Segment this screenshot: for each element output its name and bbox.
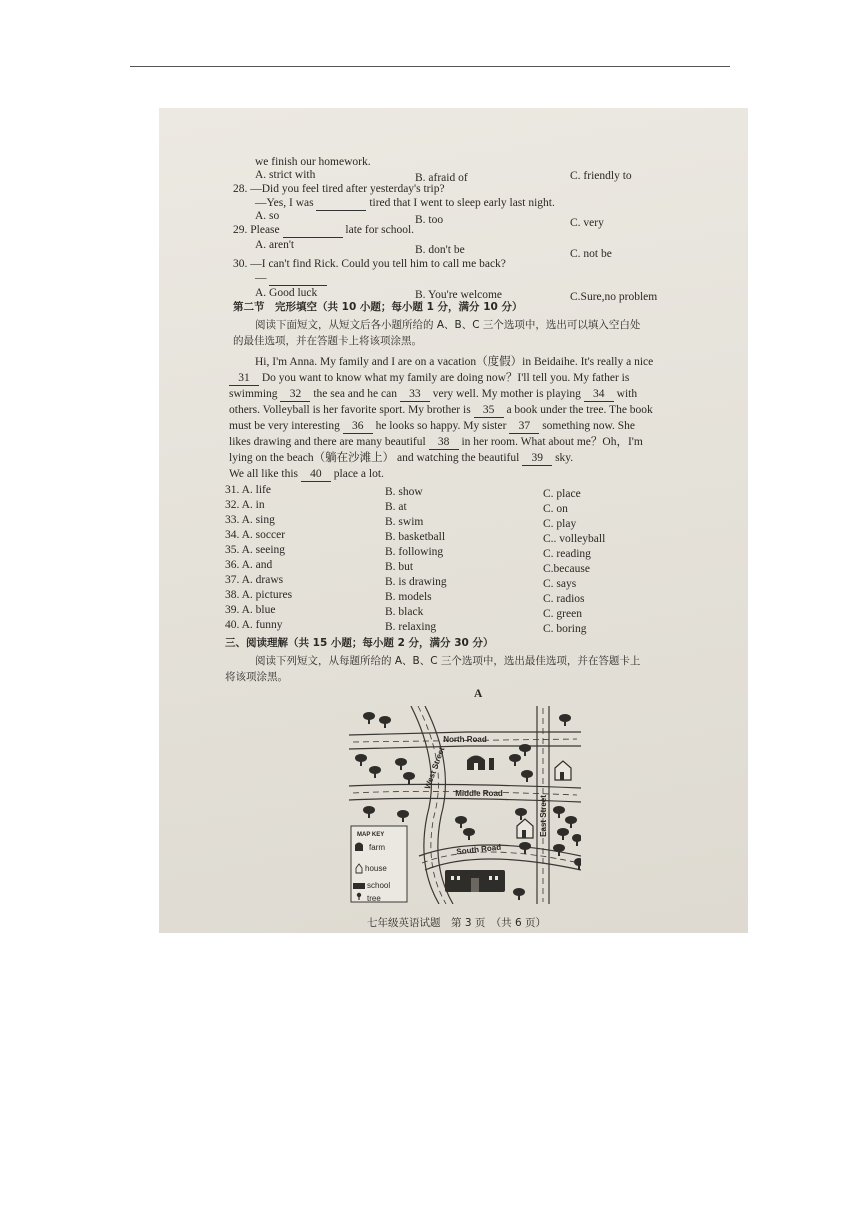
blank-40: 40 bbox=[301, 468, 331, 482]
passage-line-8-b: place a lot. bbox=[333, 468, 384, 480]
tree-icon bbox=[519, 744, 531, 756]
tree-icon bbox=[403, 772, 415, 784]
blank-36: 36 bbox=[343, 420, 373, 434]
passage-line-2-text: Do you want to know what my family are doing now？I'll tell you. My father is bbox=[261, 372, 630, 384]
blank-32: 32 bbox=[280, 388, 310, 402]
option-39-b: B. black bbox=[385, 606, 424, 618]
q29-stem-end: late for school. bbox=[345, 224, 415, 236]
passage-line-8-a: We all like this bbox=[229, 468, 299, 480]
q28-reply-end: tired that I went to sleep early last night. bbox=[369, 197, 555, 209]
option-36-b: B. but bbox=[385, 561, 414, 573]
passage-line-7-b: sky. bbox=[555, 452, 574, 464]
passage-line-4-b: a book under the tree. The book bbox=[506, 404, 653, 416]
map-key-school: school bbox=[367, 881, 391, 890]
passage-line-4-a: others. Volleyball is her favorite sport. My brother is bbox=[229, 404, 471, 416]
option-32-c: C. on bbox=[543, 503, 568, 515]
passage-line-5-b: he looks so happy. My sister bbox=[375, 420, 507, 432]
passage-line-7 bbox=[229, 452, 573, 466]
q30-option-c: C.Sure,no problem bbox=[570, 291, 658, 303]
blank-31: 31 bbox=[229, 372, 259, 386]
tree-icon bbox=[572, 834, 581, 846]
option-33-a: 33. A. sing bbox=[225, 514, 275, 526]
q30-option-b: B. You're welcome bbox=[415, 289, 503, 301]
passage-line-5-c: something now. She bbox=[542, 420, 636, 432]
east-street-label: East Street bbox=[539, 795, 548, 837]
q27-tail: we finish our homework. bbox=[255, 156, 371, 168]
q27-option-c: C. friendly to bbox=[570, 170, 632, 182]
option-40-b: B. relaxing bbox=[385, 621, 437, 633]
option-33-b: B. swim bbox=[385, 516, 424, 528]
tree-icon bbox=[363, 712, 375, 724]
section2-instruction-1: 阅读下面短文，从短文后各小题所给的 A、B、C 三个选项中，选出可以填入空白处 bbox=[255, 319, 641, 331]
section2-instruction-2: 的最佳选项，并在答题卡上将该项涂黑。 bbox=[233, 335, 422, 347]
header-rule bbox=[130, 66, 730, 67]
passage-line-6 bbox=[229, 436, 643, 450]
tree-icon bbox=[559, 714, 571, 726]
passage-line-3-a: swimming bbox=[229, 388, 278, 400]
tree-icon bbox=[369, 766, 381, 778]
q30-stem: 30. —I can't find Rick. Could you tell him to call me back? bbox=[233, 258, 506, 270]
q30-reply bbox=[255, 272, 327, 286]
blank-39: 39 bbox=[522, 452, 552, 466]
passage-a-label: A bbox=[474, 688, 483, 700]
passage-line-8 bbox=[229, 468, 384, 482]
house-icon bbox=[517, 819, 533, 838]
option-34-b: B. basketball bbox=[385, 531, 446, 543]
tree-icon bbox=[565, 816, 577, 828]
q28-option-a: A. so bbox=[255, 210, 280, 222]
passage-line-6-b: in her room. What about me？Oh，I'm bbox=[461, 436, 643, 448]
q28-reply bbox=[255, 197, 555, 211]
page-footer: 七年级英语试题 第 3 页 （共 6 页） bbox=[367, 917, 546, 929]
option-40-a: 40. A. funny bbox=[225, 619, 283, 631]
middle-road-label: Middle Road bbox=[455, 789, 503, 798]
blank-37: 37 bbox=[509, 420, 539, 434]
house-icon bbox=[555, 761, 571, 780]
q29-option-a: A. aren't bbox=[255, 239, 295, 251]
q28-option-b: B. too bbox=[415, 214, 444, 226]
option-35-b: B. following bbox=[385, 546, 444, 558]
tree-icon bbox=[553, 806, 565, 818]
map-key-tree: tree bbox=[367, 894, 381, 903]
blank-34: 34 bbox=[584, 388, 614, 402]
q28-stem: 28. —Did you feel tired after yesterday's trip? bbox=[233, 183, 445, 195]
farm-icon bbox=[467, 756, 494, 771]
option-34-a: 34. A. soccer bbox=[225, 529, 286, 541]
option-31-c: C. place bbox=[543, 488, 581, 500]
passage-line-6-a: likes drawing and there are many beautiful bbox=[229, 436, 426, 448]
section3-instruction-2: 将该项涂黑。 bbox=[225, 671, 288, 683]
q30-dash: — bbox=[255, 272, 267, 284]
tree-icon bbox=[395, 758, 407, 770]
q29-stem-start: 29. Please bbox=[233, 224, 280, 236]
tree-icon bbox=[397, 810, 409, 822]
tree-icon bbox=[515, 808, 527, 820]
q28-reply-start: —Yes, I was bbox=[255, 197, 314, 209]
option-37-c: C. says bbox=[543, 578, 577, 590]
option-37-b: B. is drawing bbox=[385, 576, 447, 588]
q29-option-c: C. not be bbox=[570, 248, 612, 260]
passage-line-2 bbox=[229, 372, 629, 386]
section2-title: 第二节 完形填空（共 10 小题；每小题 1 分，满分 10 分） bbox=[233, 301, 523, 313]
option-32-a: 32. A. in bbox=[225, 499, 265, 511]
q29-blank bbox=[283, 224, 343, 238]
exam-page-photo bbox=[159, 108, 748, 933]
q29-stem bbox=[233, 224, 414, 238]
school-key-icon bbox=[353, 883, 365, 889]
passage-line-1: Hi, I'm Anna. My family and I are on a vacation（度假）in Beidaihe. It's really a nice bbox=[255, 356, 654, 368]
passage-line-3-c: very well. My mother is playing bbox=[432, 388, 581, 400]
north-road-label: North Road bbox=[443, 735, 487, 744]
section3-title: 三、阅读理解（共 15 小题；每小题 2 分，满分 30 分） bbox=[225, 637, 494, 649]
map-key-farm: farm bbox=[369, 843, 385, 852]
option-39-a: 39. A. blue bbox=[225, 604, 276, 616]
school-icon bbox=[445, 870, 505, 892]
tree-icon bbox=[509, 754, 521, 766]
tree-icon bbox=[363, 806, 375, 818]
option-35-a: 35. A. seeing bbox=[225, 544, 286, 556]
passage-line-3 bbox=[229, 388, 637, 402]
blank-35: 35 bbox=[474, 404, 504, 418]
q27-option-a: A. strict with bbox=[255, 169, 316, 181]
option-36-a: 36. A. and bbox=[225, 559, 273, 571]
tree-icon bbox=[379, 716, 391, 728]
option-39-c: C. green bbox=[543, 608, 582, 620]
town-map bbox=[349, 706, 581, 904]
tree-icon bbox=[553, 844, 565, 856]
q28-blank bbox=[316, 197, 366, 211]
option-38-a: 38. A. pictures bbox=[225, 589, 293, 601]
option-40-c: C. boring bbox=[543, 623, 587, 635]
option-38-b: B. models bbox=[385, 591, 432, 603]
option-33-c: C. play bbox=[543, 518, 577, 530]
tree-icon bbox=[513, 888, 525, 900]
q30-blank bbox=[269, 272, 327, 286]
blank-33: 33 bbox=[400, 388, 430, 402]
map-key bbox=[351, 826, 407, 903]
option-37-a: 37. A. draws bbox=[225, 574, 284, 586]
passage-line-5 bbox=[229, 420, 635, 434]
tree-icon bbox=[557, 828, 569, 840]
tree-icon bbox=[463, 828, 475, 840]
tree-icon bbox=[521, 770, 533, 782]
passage-line-3-b: the sea and he can bbox=[313, 388, 397, 400]
farm-key-icon bbox=[355, 843, 363, 852]
q30-option-a: A. Good luck bbox=[255, 287, 318, 299]
tree-icon bbox=[519, 842, 531, 854]
q29-option-b: B. don't be bbox=[415, 244, 465, 256]
option-36-c: C.because bbox=[543, 563, 590, 575]
option-34-c: C.. volleyball bbox=[543, 533, 606, 545]
south-road-label: South Road bbox=[455, 842, 502, 857]
q27-option-b: B. afraid of bbox=[415, 172, 468, 184]
tree-icon bbox=[355, 754, 367, 766]
tree-icon bbox=[455, 816, 467, 828]
blank-38: 38 bbox=[429, 436, 459, 450]
option-35-c: C. reading bbox=[543, 548, 591, 560]
option-32-b: B. at bbox=[385, 501, 407, 513]
q28-option-c: C. very bbox=[570, 217, 604, 229]
passage-line-3-d: with bbox=[616, 388, 638, 400]
map-key-title: MAP KEY bbox=[357, 832, 385, 838]
option-31-a: 31. A. life bbox=[225, 484, 271, 496]
passage-line-4 bbox=[229, 404, 653, 418]
west-street-label: West Street bbox=[422, 745, 447, 791]
map-key-house: house bbox=[365, 864, 387, 873]
passage-line-5-a: must be very interesting bbox=[229, 420, 340, 432]
option-31-b: B. show bbox=[385, 486, 423, 498]
section3-instruction-1: 阅读下列短文，从每题所给的 A、B、C 三个选项中，选出最佳选项，并在答题卡上 bbox=[255, 655, 641, 667]
passage-line-7-a: lying on the beach（躺在沙滩上） and watching the beautiful bbox=[229, 452, 520, 464]
option-38-c: C. radios bbox=[543, 593, 585, 605]
